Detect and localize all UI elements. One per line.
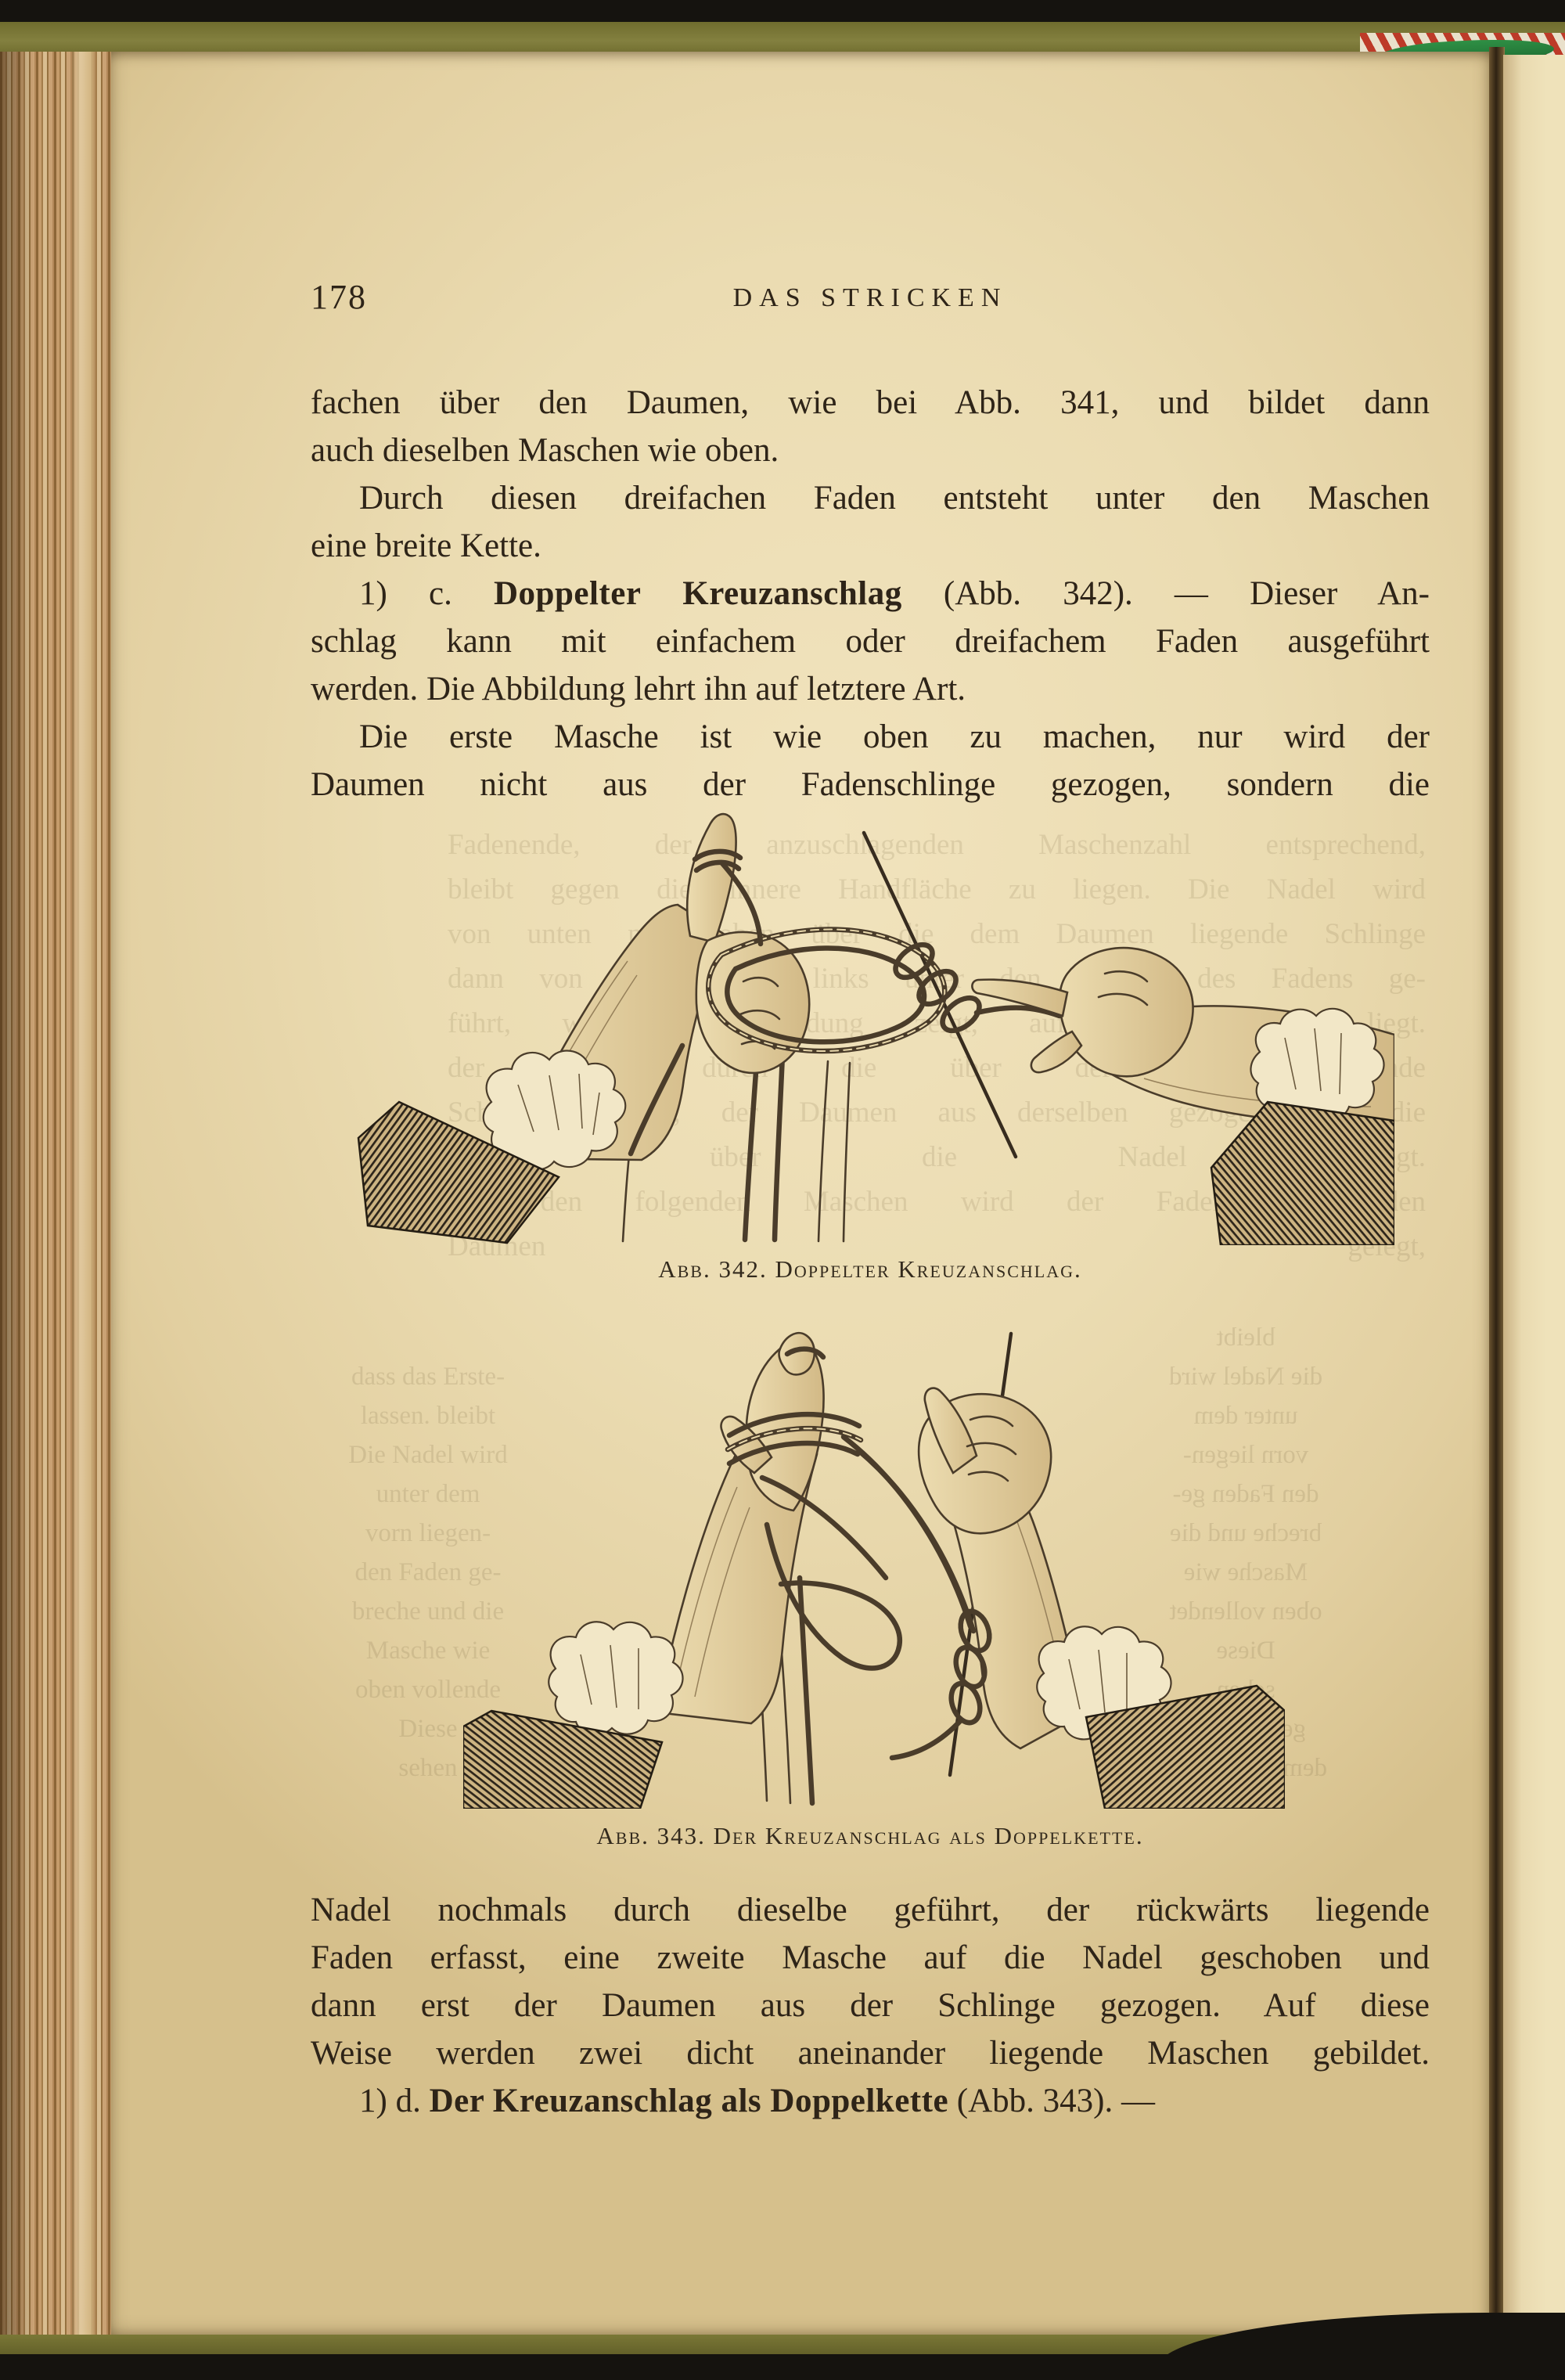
stacked-page-edges — [0, 52, 111, 2341]
ghost-text-line: unter dem — [1193, 1402, 1298, 1430]
running-header: DAS STRICKEN — [732, 283, 1008, 312]
ghost-text-line: Schlinge über die Nadel gelegt. — [448, 1141, 1426, 1173]
next-page-edge — [1503, 55, 1565, 2324]
body-line-text: (Abb. 342). — Dieser An- — [901, 575, 1430, 612]
ghost-text-line: den Faden ge- — [354, 1558, 502, 1586]
body-line: schlag kann mit einfachem oder dreifachem Faden ausgeführt — [311, 623, 1430, 660]
bold-term: Der Kreuzanschlag als Doppelkette — [429, 2083, 949, 2119]
ghost-text-line: Diese — [1216, 1636, 1275, 1665]
ghost-text-line: bleibt — [1216, 1323, 1275, 1352]
body-line — [311, 474, 1430, 522]
page-edge-highlight — [72, 52, 95, 2341]
background-bottom — [0, 2354, 1565, 2380]
background-top — [0, 0, 1565, 23]
ghost-text-line: bleibt gegen die innere Handfläche zu liegen. Die Nadel wird — [448, 873, 1426, 906]
body-line — [311, 713, 1430, 761]
ghost-text-line: von unten nach oben über die dem Daumen liegende Schlinge — [448, 918, 1426, 950]
ghost-text-line: Die Nadel wird — [348, 1441, 508, 1469]
figure-343-engraving — [463, 1320, 1285, 1809]
body-line: Daumen nicht aus der Fadenschlinge gezogen, sondern die — [311, 766, 1430, 803]
bold-term: Doppelter Kreuzanschlag — [494, 575, 902, 612]
body-line-text: Durch diesen dreifachen Faden entsteht unter den Maschen — [359, 480, 1430, 517]
ghost-text-line: Masche wie — [365, 1636, 491, 1665]
body-line: auch dieselben Maschen wie oben. — [311, 432, 779, 469]
ghost-text-line: dann von rechts nach links unter den Anfang des Fadens ge- — [448, 963, 1426, 995]
body-line: Nadel nochmals durch dieselbe geführt, der rückwärts liegende — [311, 1892, 1430, 1928]
body-line — [311, 570, 1430, 618]
ghost-text-line: den Faden ge- — [1172, 1480, 1319, 1508]
page-number: 178 — [311, 278, 367, 316]
ghost-text-line: Schlinge geführt, der Daumen aus derselben gezogen und die — [448, 1096, 1426, 1129]
ghost-text-line: vorn liegen- — [1182, 1441, 1309, 1469]
body-line: Weise werden zwei dicht aneinander liegende Maschen gebildet. — [311, 2035, 1430, 2072]
ghost-text-line: Diese — [398, 1715, 458, 1743]
body-line: eine breite Kette. — [311, 527, 541, 564]
ghost-text-line: oben vollende — [354, 1676, 502, 1704]
ghost-text-line: dem — [1283, 1754, 1328, 1782]
ghost-text-line: lassen. bleibt — [360, 1402, 496, 1430]
ghost-text-line: die Nadel wird — [1168, 1363, 1323, 1391]
ghost-text-line: der Faden durch die über der Nadel liegende — [448, 1052, 1426, 1084]
page-gutter-gap — [1489, 47, 1505, 2324]
figure-342-caption: Abb. 342. Doppelter Kreuzanschlag. — [658, 1255, 1082, 1283]
body-line: fachen über den Daumen, wie bei Abb. 341, und bildet dann — [311, 384, 1430, 421]
body-line: Faden erfasst, eine zweite Masche auf die Nadel geschoben und — [311, 1939, 1430, 1976]
figure-342-drawing — [354, 787, 1394, 1245]
body-line — [311, 2077, 1430, 2125]
ghost-text-line: Daumen gelegt, — [448, 1230, 1426, 1262]
body-line: dann erst der Daumen aus der Schlinge gezogen. Auf diese — [311, 1987, 1430, 2024]
ghost-text-line: vorn liegen- — [365, 1519, 491, 1547]
ghost-text-line: breche und die — [351, 1597, 505, 1626]
ghost-text-line: dass das Erste- — [351, 1363, 505, 1391]
body-line-text: (Abb. 343). — — [948, 2083, 1155, 2119]
figure-342-engraving — [354, 787, 1394, 1245]
figure-343-drawing — [463, 1320, 1285, 1809]
ghost-text-line: Masche wie — [1183, 1558, 1308, 1586]
list-marker: 1) d. — [359, 2083, 430, 2119]
figure-343-caption: Abb. 343. Der Kreuzanschlag als Doppelkette. — [596, 1822, 1144, 1849]
list-marker: 1) c. — [359, 575, 494, 612]
ghost-text-line: unter dem — [376, 1480, 480, 1508]
body-line-text: Die erste Masche ist wie oben zu machen, nur wird der — [359, 718, 1430, 755]
ghost-text-line: Fadenende, der anzuschlagenden Maschenzahl entsprechend, — [448, 829, 1426, 861]
body-line: werden. Die Abbildung lehrt ihn auf letztere Art. — [311, 671, 966, 708]
ghost-text-line: oben vollendet — [1169, 1597, 1322, 1626]
ghost-text-line: sehen — [398, 1754, 458, 1782]
book-page — [111, 52, 1489, 2337]
ghost-text-line: breche und die — [1169, 1519, 1322, 1547]
ghost-text-line: Bei den folgenden Maschen wird der Faden über den — [448, 1186, 1426, 1218]
ghost-text-line: führt, wie die Abbildung zeigt, auf dem Daumen liegt. — [448, 1007, 1426, 1039]
